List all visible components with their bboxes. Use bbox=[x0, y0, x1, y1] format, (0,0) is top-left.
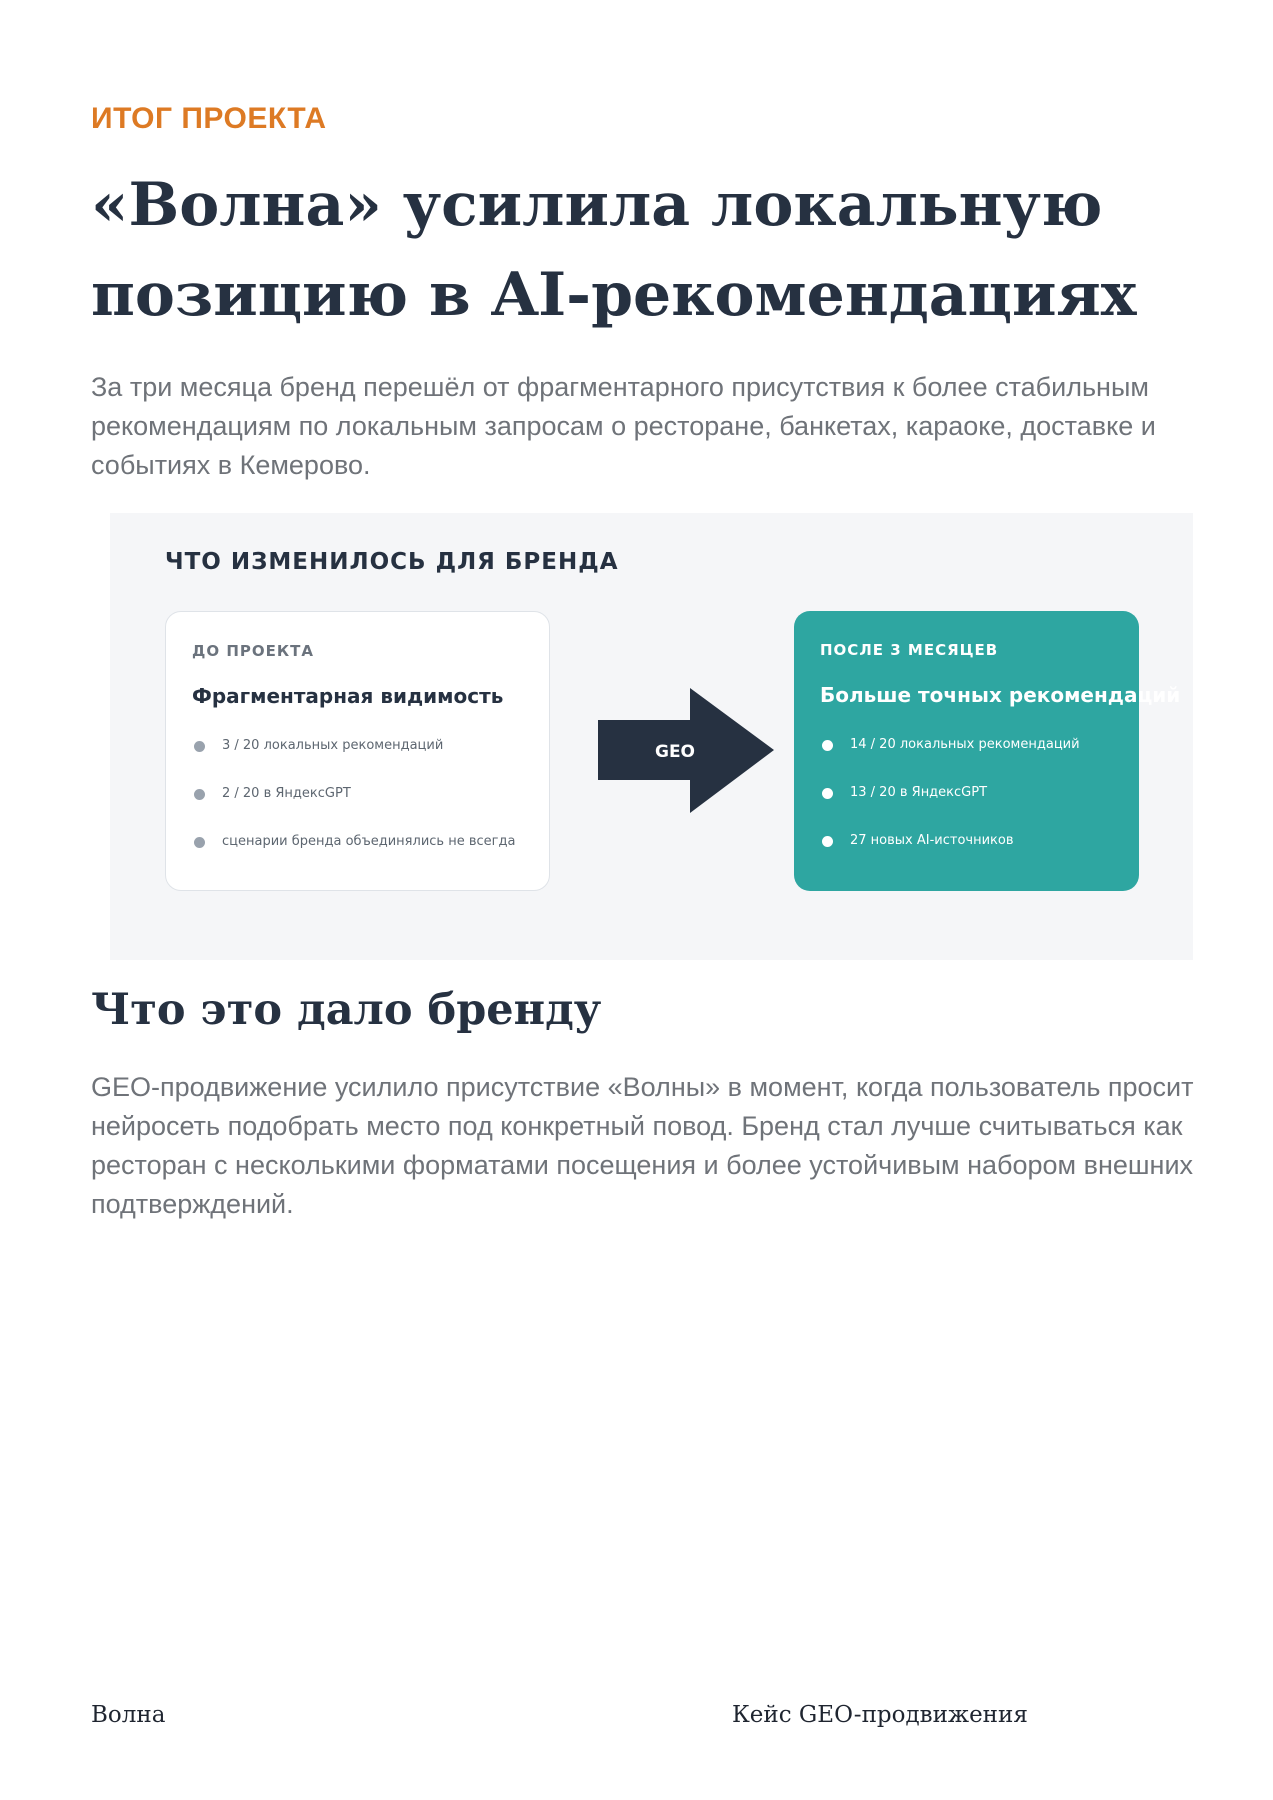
before-list bbox=[192, 738, 523, 882]
bullet-dot bbox=[194, 837, 205, 848]
after-item-text: 13 / 20 в ЯндексGPT bbox=[850, 785, 988, 800]
eyebrow-label: ИТОГ ПРОЕКТА bbox=[91, 102, 327, 135]
before-item-text: 2 / 20 в ЯндексGPT bbox=[222, 786, 351, 801]
before-card bbox=[165, 611, 550, 891]
bullet-dot bbox=[822, 788, 833, 799]
section-body: GEO-продвижение усилило присутствие «Волны» в момент, когда пользователь просит нейросеть подобрать место под конкретный повод. Бренд стал лучше считываться как ресторан с несколькими форматами посещения и более устойчивым набором внешних подтверждений. bbox=[91, 1072, 1194, 1219]
after-list-item bbox=[820, 737, 1113, 785]
after-item-text: 14 / 20 локальных рекомендаций bbox=[850, 737, 1080, 752]
before-kicker: ДО ПРОЕКТА bbox=[192, 642, 314, 660]
before-list-item bbox=[192, 786, 523, 834]
after-list-item bbox=[820, 785, 1113, 833]
lead-paragraph: За три месяца бренд перешёл от фрагментарного присутствия к более стабильным рекомендациям по локальным запросам о ресторане, банкетах, караоке, доставке и событиях в Кемерово. bbox=[91, 372, 1156, 480]
before-heading: Фрагментарная видимость bbox=[192, 684, 504, 708]
after-list bbox=[820, 737, 1113, 881]
after-card bbox=[794, 611, 1181, 891]
after-list-item bbox=[820, 833, 1113, 881]
after-item-text: 27 новых AI-источников bbox=[850, 833, 1014, 848]
page-title: «Волна» усилила локальную позицию в AI-рекомендациях bbox=[91, 170, 1137, 330]
section-heading: Что это дало бренду bbox=[91, 985, 602, 1035]
arrow-label: GEO bbox=[654, 742, 696, 762]
before-item-text: сценарии бренда объединялись не всегда bbox=[222, 834, 516, 849]
bullet-dot bbox=[822, 740, 833, 751]
panel-title: ЧТО ИЗМЕНИЛОСЬ ДЛЯ БРЕНДА bbox=[165, 549, 619, 575]
comparison-panel bbox=[110, 513, 1193, 960]
footer-caption: Кейс GEO-продвижения bbox=[732, 1702, 1028, 1728]
bullet-dot bbox=[822, 836, 833, 847]
footer-brand: Волна bbox=[91, 1702, 166, 1728]
after-kicker: ПОСЛЕ 3 МЕСЯЦЕВ bbox=[820, 641, 999, 659]
before-list-item bbox=[192, 738, 523, 786]
bullet-dot bbox=[194, 789, 205, 800]
after-heading: Больше точных рекомендаций bbox=[820, 683, 1181, 707]
bullet-dot bbox=[194, 741, 205, 752]
before-list-item bbox=[192, 834, 523, 882]
before-item-text: 3 / 20 локальных рекомендаций bbox=[222, 738, 444, 753]
